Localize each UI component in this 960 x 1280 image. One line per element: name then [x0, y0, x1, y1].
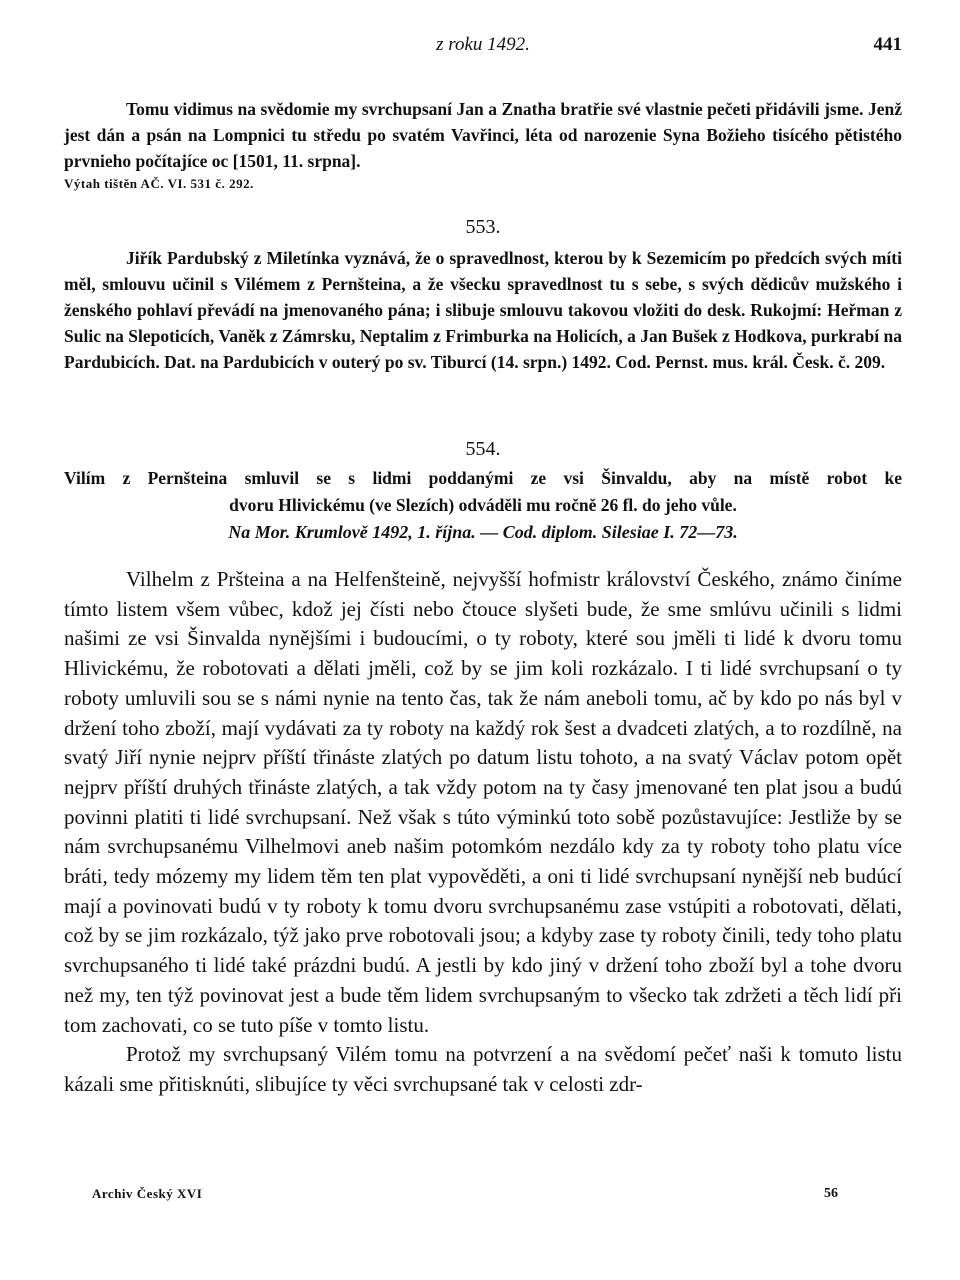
previous-document-note: Výtah tištěn AČ. VI. 531 č. 292. [64, 176, 254, 191]
document-regest-line: dvoru Hlivickému (ve Slezích) odváděli mu ročně 26 fl. do jeho vůle. [229, 494, 737, 515]
body-paragraph: Vilhelm z Pršteina a na Helfenšteině, nejvyšší hofmistr království Českého, známo činíme tímto listem všem vůbec, kdož jej čísti nebo čtouce slyšeti bude, že sme smlúvu učinili s lidmi našimi ze vsi Šinvalda nynějšími i budoucími, o ty roboty, které sou jměli ti lidé k dvoru tomu Hlivickému, že robotovati a dělati jměli, což by se jim koli rozkázalo. I ti lidé svrchupsaní o ty roboty umluvili sou se s námi nynie na tento čas, tak že nám aneboli tomu, ač by kdo po nás byl v držení toho zboží, mají vydávati za ty roboty na každý rok šest a dvadceti zlatých, a to rozdílně, na svatý Jiří nynie nejprv příští třináste zlatých po datum listu tohoto, a na svatý Václav potom opět nejprv příští druhých třináste zlatých, a tak vždy potom na ty časy jmenované ten plat jsou a budú povinni platiti ti lidé svrchupsaní. Než však s túto výminkú toto sobě pozůstavujíce: Jestliže by se nám svrchupsanému Vilhelmovi aneb našim potomkóm nezdálo kdy za ty roboty toho platu více bráti, tedy mózemy my lidem těm ten plat vypověděti, a oni ti lidé svrchupsaní nynější neb budúcí mají a povinovati budú v ty roboty k tomu dvoru svrchupsanému zase vstúpiti a robotovati, dělati, což by se jim rozkázalo, týž jako prve robotovali jsou; a kdyby zase ty roboty činili, tedy toho platu svrchupsaného ti lidé také prázdni budú. A jestli by kdo jiný v držení toho zboží byl a tohe dvoru než my, ten týž povinovat jest a bude těm lidem svrchupsaným to všecko tak zdržeti a těch lidí při tom zachovati, co se tuto píše v tomto listu. [64, 567, 902, 1037]
previous-document-ending [64, 96, 902, 192]
page-number: 441 [873, 34, 902, 55]
document-regest-line: Vilím z Pernšteina smluvil se s lidmi poddanými ze vsi Šinvaldu, aby na místě robot ke [64, 468, 902, 488]
page-footer [92, 1186, 838, 1206]
document-553 [64, 216, 902, 375]
document-number: 553. [465, 216, 501, 238]
document-554-body [64, 565, 902, 1100]
running-title: z roku 1492. [436, 34, 530, 55]
document-source: Na Mor. Krumlově 1492, 1. října. — Cod. diplom. Silesiae I. 72—73. [228, 522, 738, 542]
footer-signature: Archiv Český XVI [92, 1186, 203, 1201]
body-paragraph: Protož my svrchupsaný Vilém tomu na potvrzení a na svědomí pečeť naši k tomuto listu kázali sme přitisknúti, slibujíce ty věci svrchupsané tak v celosti zdr- [64, 1042, 902, 1096]
footer-sheet-number: 56 [824, 1186, 838, 1201]
document-number: 554. [465, 438, 501, 460]
document-regest: Jiřík Pardubský z Miletínka vyznává, že o spravedlnost, kterou by k Sezemicím po předcích svých míti měl, smlouvu učinil s Vilémem z Pernšteina, a že všecku spravedlnost tu s sebe, s svých dědicův mužského i ženského pohlaví převádí na jmenovaného pána; i slibuje smlouvu takovou vložiti do desk. Rukojmí: Heřman z Sulic na Slepoticích, Vaněk z Zámrsku, Neptalim z Frimburka na Holicích, a Jan Bušek z Hodkova, purkrabí na Pardubicích. Dat. na Pardubicích v outerý po sv. Tiburcí (14. srpn.) 1492. Cod. Pernst. mus. král. Česk. č. 209. [64, 248, 902, 372]
document-554 [64, 438, 902, 543]
previous-document-text: Tomu vidimus na svědomie my svrchupsaní Jan a Znatha bratřie své vlastnie pečeti přidávili jsme. Jenž jest dán a psán na Lompnici tu středu po svatém Vavřinci, léta od narozenie Syna Božieho tisícého pětistého prvnieho počítajíce oc [1501, 11. srpna]. [64, 99, 902, 171]
page-header [64, 34, 902, 64]
